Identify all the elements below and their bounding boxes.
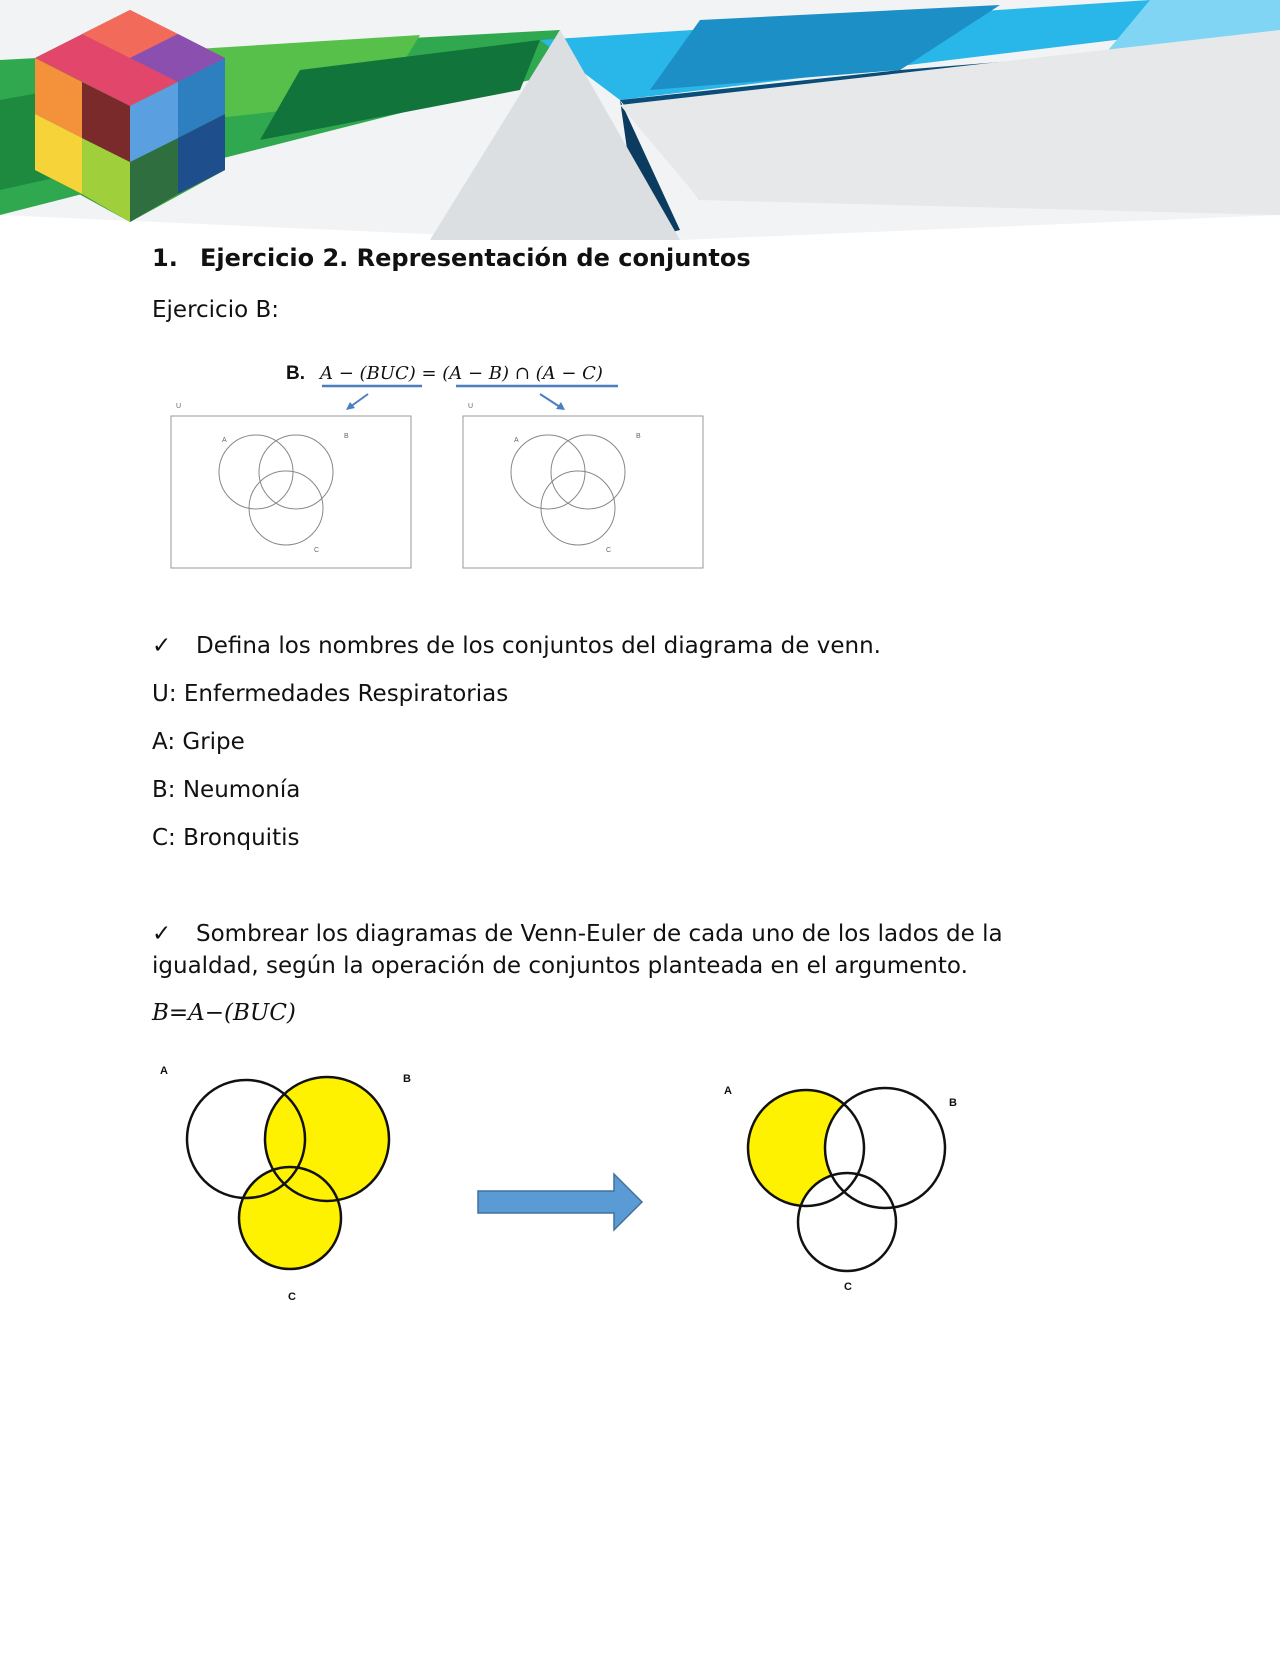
set-label-a-left: A (222, 437, 227, 444)
bullet-define-sets (152, 630, 881, 662)
set-label-b-right: B (636, 433, 641, 440)
venn-label-b-right: B (949, 1097, 957, 1109)
universe-label-right: U (468, 403, 474, 410)
formula: B=A−(BUC) (152, 1000, 296, 1026)
problem-figure (160, 352, 720, 572)
problem-equation: A − (BUC) = (A − B) ∩ (A − C) (320, 363, 603, 384)
definition-u: U: Enfermedades Respiratorias (152, 681, 509, 707)
venn-label-a-left: A (160, 1065, 168, 1077)
subheading: Ejercicio B: (152, 297, 280, 323)
circle-a-right (511, 435, 585, 509)
bullet-shade-diagrams (152, 918, 1112, 982)
universe-box-right (463, 416, 703, 568)
check-icon: ✓ (152, 633, 172, 659)
bullet-define-sets-text: Defina los nombres de los conjuntos del diagrama de venn. (196, 633, 881, 659)
set-label-b-left: B (344, 433, 349, 440)
venn-label-c-right: C (844, 1281, 852, 1293)
problem-label: B. (286, 363, 305, 384)
set-label-c-right: C (606, 547, 612, 554)
venn-label-c-left: C (288, 1291, 296, 1303)
right-arrow-icon (478, 1174, 642, 1230)
heading-title: Ejercicio 2. Representación de conjuntos (200, 244, 751, 272)
header-banner (0, 0, 1280, 240)
definition-a: A: Gripe (152, 729, 245, 755)
venn-label-a-right: A (724, 1085, 732, 1097)
set-label-a-right: A (514, 437, 519, 444)
section-heading (152, 244, 751, 272)
heading-number: 1. (152, 244, 178, 272)
set-label-c-left: C (314, 547, 320, 554)
check-icon: ✓ (152, 921, 172, 947)
venn-label-b-left: B (403, 1073, 411, 1085)
solution-figure (150, 1050, 1010, 1330)
definition-b: B: Neumonía (152, 777, 301, 803)
definition-c: C: Bronquitis (152, 825, 300, 851)
circle-a-left (219, 435, 293, 509)
left-pointer-arrow-icon (346, 394, 368, 410)
universe-label-left: U (176, 403, 182, 410)
bullet-shade-diagrams-text: Sombrear los diagramas de Venn-Euler de cada uno de los lados de la igualdad, según la operación de conjuntos planteada en el argumento. (152, 921, 1003, 979)
right-pointer-arrow-icon (540, 394, 565, 410)
universe-box-left (171, 416, 411, 568)
